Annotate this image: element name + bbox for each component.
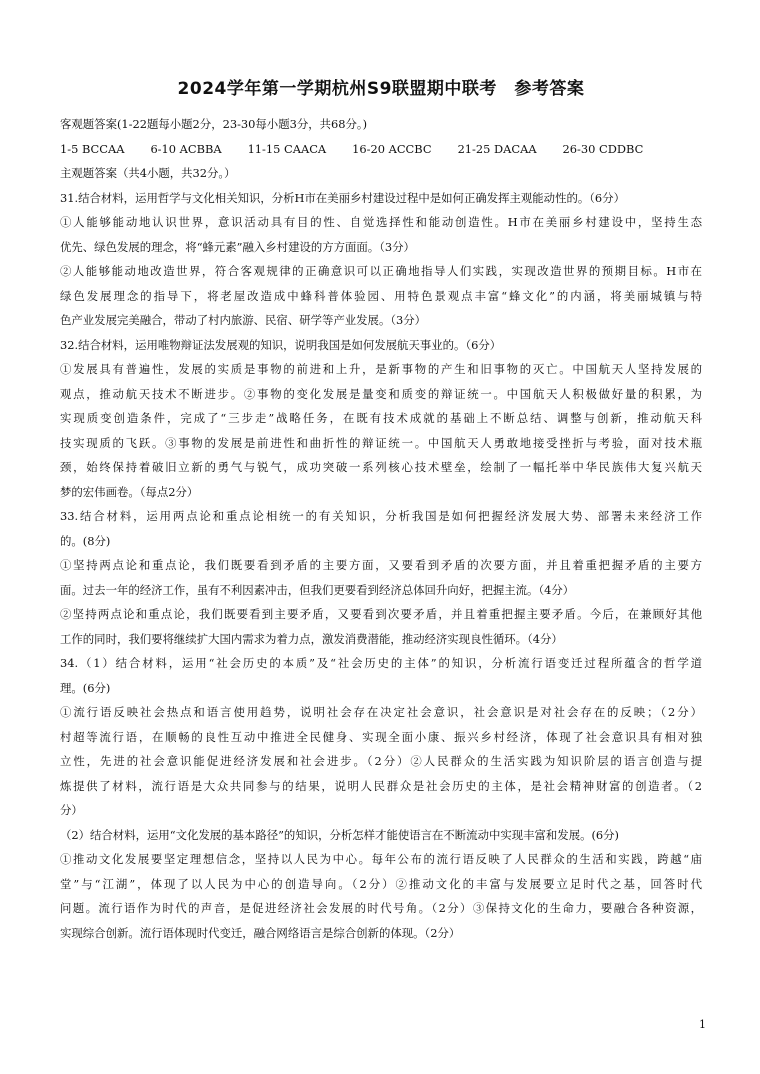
question-34-1: 34.（1）结合材料，运用“社会历史的本质”及“社会历史的主体”的知识，分析流行语变迁过程所蕴含的哲学道 <box>60 656 702 670</box>
mc-answer-group: 26-30 CDDBC <box>562 141 644 156</box>
answer-line: ①坚持两点论和重点论，我们既要看到矛盾的主要方面，又要看到矛盾的次要方面，并且着重把握矛盾的主要方 <box>60 558 702 572</box>
question-34-1-cont: 理。(6分) <box>60 680 111 695</box>
answer-line: ①人能够能动地认识世界，意识活动具有目的性、自觉选择性和能动创造性。H市在美丽乡村建设中，坚持生态 <box>60 215 702 229</box>
answer-line: 立性，先进的社会意识能促进经济发展和社会进步。（2分）②人民群众的生活实践为知识阶层的语言创造与提 <box>60 754 702 768</box>
answer-line: 堂”与“江湖”，体现了以人民为中心的创造导向。（2分）②推动文化的丰富与发展要立足时代之基，回答时代 <box>60 876 702 891</box>
answer-line: ②坚持两点论和重点论，我们既要看到主要矛盾，又要看到次要矛盾，并且着重把握主要矛盾。今后，在兼顾好其他 <box>60 607 702 621</box>
answer-line: 梦的宏伟画卷。（每点2分） <box>60 484 199 499</box>
answer-line: ①发展具有普遍性，发展的实质是事物的前进和上升，是新事物的产生和旧事物的灭亡。中国航天人坚持发展的 <box>60 362 702 376</box>
answer-line: 技实现质的飞跃。③事物的发展是前进性和曲折性的辩证统一。中国航天人勇敢地接受挫折与考验，面对技术瓶 <box>60 435 702 450</box>
question-32: 32.结合材料，运用唯物辩证法发展观的知识，说明我国是如何发展航天事业的。（6分） <box>60 337 502 352</box>
mc-answer-group: 21-25 DACAA <box>457 141 537 156</box>
answer-line: 分） <box>60 803 83 817</box>
mc-answer-group: 11-15 CAACA <box>247 141 327 156</box>
mc-answer-group: 1-5 BCCAA <box>60 141 125 156</box>
answer-line: 颈，始终保持着破旧立新的勇气与锐气，成功突破一系列核心技术壁垒，绘制了一幅托举中华民族伟大复兴航天 <box>60 460 702 474</box>
mc-answer-row <box>60 137 702 162</box>
answer-line: 实现质变创造条件，完成了“三步走”战略任务，在既有技术成就的基础上不断总结、调整与创新，推动航天科 <box>60 411 702 425</box>
subjective-header: 主观题答案（共4小题，共32分。） <box>60 166 236 180</box>
page-title: 2024学年第一学期杭州S9联盟期中联考 参考答案 <box>177 79 585 99</box>
answer-line: ①推动文化发展要坚定理想信念，坚持以人民为中心。每年公布的流行语反映了人民群众的生活和实践，跨越“庙 <box>60 852 702 866</box>
mc-answer-group: 6-10 ACBBA <box>150 141 222 156</box>
mc-answer-group: 16-20 ACCBC <box>352 141 432 156</box>
answer-line: 村超等流行语，在顺畅的良性互动中推进全民健身、实现全面小康、振兴乡村经济，体现了社会意识具有相对独 <box>60 729 702 744</box>
page-number: 1 <box>699 1018 706 1031</box>
answer-line: 面。过去一年的经济工作，虽有不利因素冲击，但我们更要看到经济总体回升向好，把握主流。（4分） <box>60 582 575 597</box>
question-33-cont: 的。(8分) <box>60 533 111 548</box>
answer-line: 优先、绿色发展的理念，将“蜂元素”融入乡村建设的方方面面。（3分） <box>60 239 415 254</box>
answer-line: 问题。流行语作为时代的声音，是促进经济社会发展的时代号角。（2分）③保持文化的生命力，要融合各种资源， <box>60 901 702 915</box>
objective-header: 客观题答案(1-22题每小题2分，23-30每小题3分，共68分。) <box>60 117 368 131</box>
question-33: 33.结合材料，运用两点论和重点论相统一的有关知识，分析我国是如何把握经济发展大势、部署未来经济工作 <box>60 509 702 523</box>
answer-line: 色产业发展完美融合，带动了村内旅游、民宿、研学等产业发展。（3分） <box>60 313 427 327</box>
answer-line: ②人能够能动地改造世界，符合客观规律的正确意识可以正确地指导人们实践，实现改造世界的预期目标。H市在 <box>60 264 702 278</box>
answer-line: 工作的同时，我们要将继续扩大国内需求为着力点，激发消费潜能，推动经济实现良性循环。（4分） <box>60 631 563 646</box>
answer-line: 观点，推动航天技术不断进步。②事物的变化发展是量变和质变的辩证统一。中国航天人积极做好量的积累，为 <box>60 386 702 401</box>
question-31: 31.结合材料，运用哲学与文化相关知识，分析H市在美丽乡村建设过程中是如何正确发挥主观能动性的。（6分） <box>60 190 625 205</box>
answer-line: ①流行语反映社会热点和语言使用趋势，说明社会存在决定社会意识，社会意识是对社会存在的反映；（2分） <box>60 705 702 719</box>
answer-line: 实现综合创新。流行语体现时代变迁，融合网络语言是综合创新的体现。（2分） <box>60 925 461 940</box>
answer-line: 绿色发展理念的指导下，将老屋改造成中蜂科普体验园、用特色景观点丰富“蜂文化”的内涵，将美丽城镇与特 <box>60 288 702 303</box>
answer-line: 炼提供了材料，流行语是大众共同参与的结果，说明人民群众是社会历史的主体，是社会精神财富的创造者。（2 <box>60 778 702 793</box>
question-34-2: （2）结合材料，运用“文化发展的基本路径”的知识，分析怎样才能使语言在不断流动中实现丰富和发展。(6分) <box>60 827 619 842</box>
